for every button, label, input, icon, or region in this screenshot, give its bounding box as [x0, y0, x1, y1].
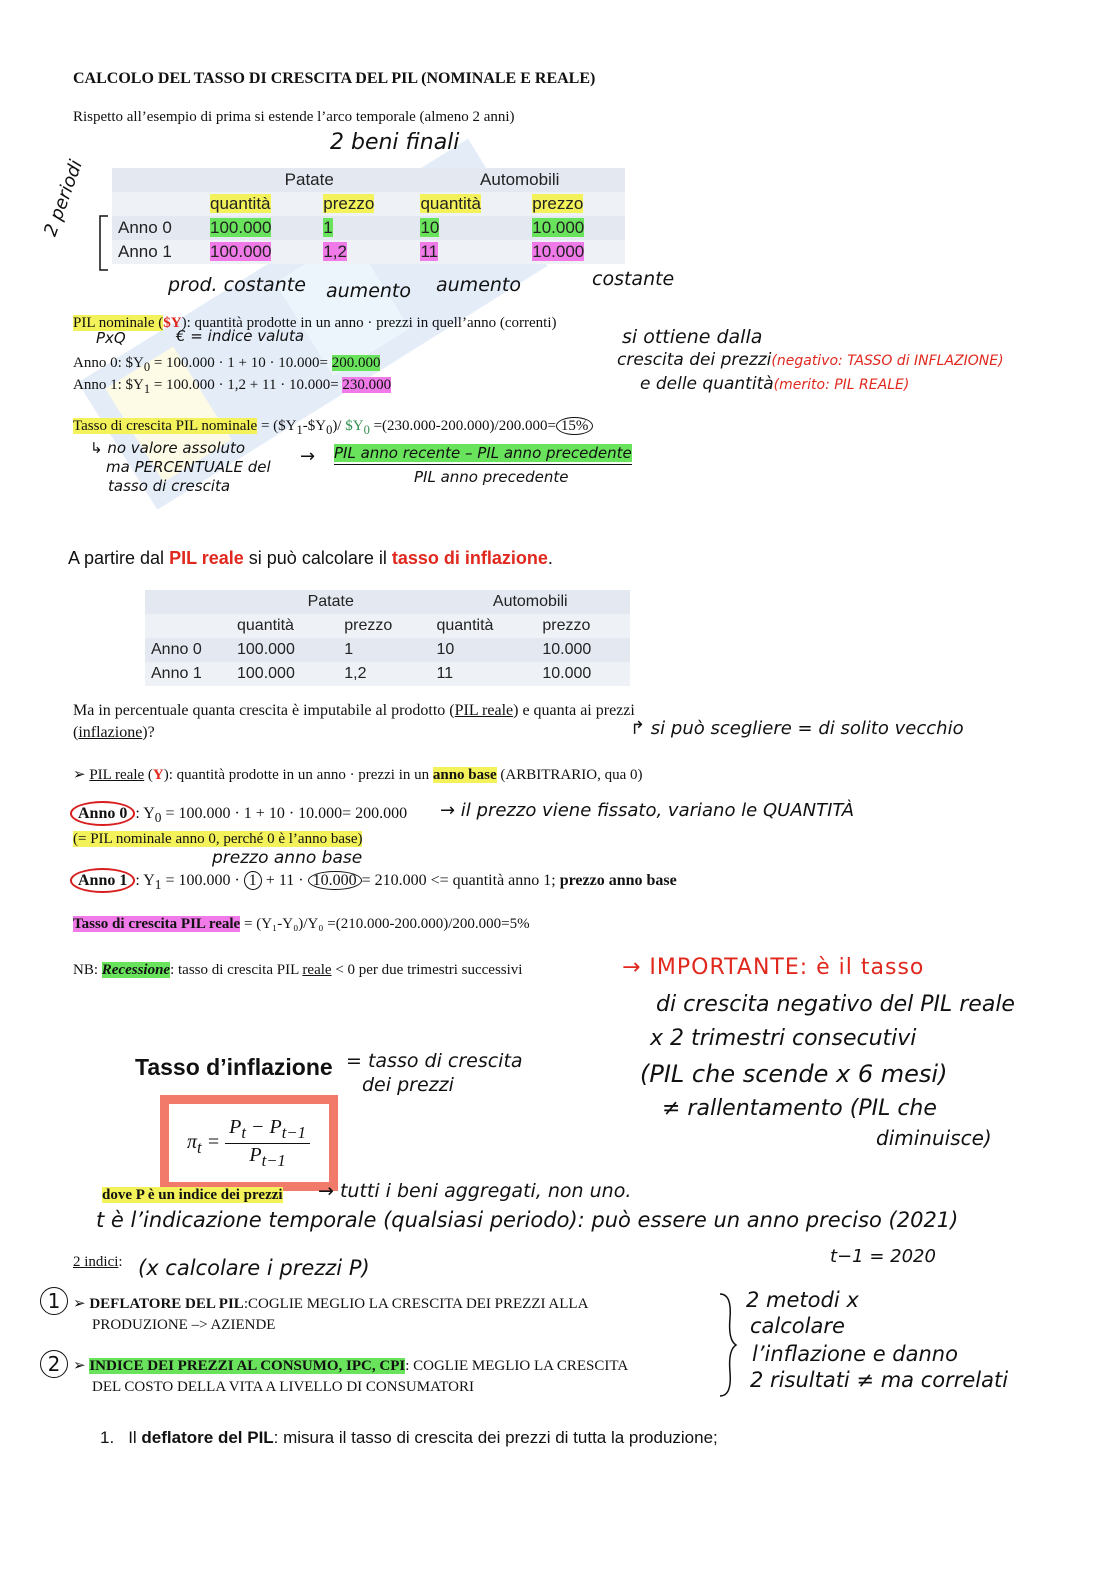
intro-text: Rispetto all’esempio di prima si estende l’arco temporale (almeno 2 anni) — [73, 109, 515, 125]
pil-nominale-anno0: Anno 0: $\$Y_0 = 100.000 \cdot 1 + 10 \cdot 10.000= 200.000$ — [73, 355, 381, 374]
pil-reale-anno1: Anno 1 : $Y_1 = 100.000 \cdot 1 + 11 \cdot 10.000 = 210.000$ <= quantità anno 1; prezzo anno base — [70, 872, 677, 893]
note-delle-quantita: e delle quantità(merito: PIL REALE) — [640, 374, 910, 394]
inflazione-formula: $\pi_t$ = $\frac{P_t - P_{t-1}}{P_{t-1}}$ — [187, 1116, 310, 1171]
note-calcolare-prezzi: (x calcolare i prezzi P) — [138, 1256, 370, 1280]
note-tasso-crescita: tasso di crescita — [108, 477, 231, 495]
pil-reale-definition: ➢ PIL reale (Y): quantità prodotte in un anno · prezzi in un anno base (ARBITRARIO, qua 0) — [73, 767, 643, 783]
brace-periodi — [92, 214, 112, 274]
table-cell: 10.000 — [542, 641, 592, 658]
subheader: quantità — [436, 617, 494, 634]
pil-nominale-anno1: Anno 1: $\$Y_1 = 100.000 \cdot 1,2 + 11 \cdot 10.000= 230.000$ — [73, 377, 392, 396]
note-beni-finali: 2 beni finali — [330, 130, 460, 155]
note-metodi-1: 2 metodi x — [746, 1288, 859, 1312]
note-frac-den: PIL anno precedente — [414, 468, 569, 486]
note-si-ottiene: si ottiene dalla — [622, 326, 763, 348]
table-cell: 10.000 — [542, 665, 592, 682]
note-percentuale: ma PERCENTUALE del — [106, 458, 271, 476]
indici-label: 2 indici: — [73, 1254, 123, 1270]
brace-indici — [716, 1290, 742, 1400]
note-prezzo-anno-base: prezzo anno base — [212, 848, 363, 868]
note-metodi-4: 2 risultati ≠ ma correlati — [750, 1368, 1009, 1392]
note-importante-5: ≠ rallentamento (PIL che — [662, 1096, 937, 1121]
subheader: quantità — [210, 194, 271, 213]
note-importante-3: x 2 trimestri consecutivi — [650, 1026, 917, 1051]
note-metodi-2: calcolare — [750, 1314, 845, 1338]
note-scegliere: ↱ si può scegliere = di solito vecchio — [630, 718, 964, 739]
group-header: Automobili — [492, 593, 568, 610]
row-label: Anno 0 — [151, 641, 202, 658]
note-prod-costante: prod. costante — [168, 274, 306, 296]
group-header: Automobili — [480, 170, 560, 189]
note-t-minus-1: t−1 = 2020 — [830, 1246, 936, 1267]
circle-number-2: 2 — [40, 1350, 68, 1378]
pil-reale-anno0: Anno 0 : $Y_0 = 100.000 \cdot 1 + 10 \cdot 10.000= 200.000$ — [70, 805, 407, 826]
note-importante-6: diminuisce) — [876, 1126, 992, 1150]
note-frac-num: PIL anno recente – PIL anno precedente — [334, 444, 632, 465]
note-beni-aggregati: → tutti i beni aggregati, non uno. — [318, 1180, 632, 1202]
question-text: Ma in percentuale quanta crescita è imputabile al prodotto (PIL reale) e quanta ai prezzi (inflazione)? — [73, 702, 635, 741]
row-label: Anno 1 — [118, 242, 172, 261]
table-cell: 10.000 — [532, 218, 585, 237]
note-tasso-crescita-prezzi: = tasso di crescita — [346, 1050, 523, 1072]
table-cell: 100.000 — [237, 641, 295, 658]
subheader: prezzo — [344, 617, 393, 634]
table-cell: 11 — [420, 242, 439, 261]
note-pxq: PxQ — [96, 329, 126, 347]
table-cell: 1 — [344, 641, 354, 658]
note-dei-prezzi: dei prezzi — [362, 1074, 454, 1096]
inflazione-title: Tasso d’inflazione — [135, 1054, 333, 1080]
tasso-nominale-formula: Tasso di crescita PIL nominale = $(\$Y_1-\$Y_0)/$ $\$Y_0 =(230.000-200.000)/200.000= 15\%$ — [73, 418, 593, 438]
note-prezzo-fissato: → il prezzo viene fissato, variano le QUANTITÀ — [440, 800, 855, 821]
group-header: Patate — [307, 593, 354, 610]
row-label: Anno 0 — [118, 218, 172, 237]
table-quantities-prices-2 — [145, 590, 630, 686]
table-cell: 10.000 — [532, 242, 585, 261]
note-indice-valuta: € = indice valuta — [176, 327, 305, 345]
subheader: quantità — [420, 194, 481, 213]
note-indicazione-temporale: t è l’indicazione temporale (qualsiasi periodo): può essere un anno preciso (2021) — [96, 1208, 959, 1232]
indice-deflatore: ➢ DEFLATORE DEL PIL:COGLIE MEGLIO LA CRESCITA DEI PREZZI ALLA PRODUZIONE –> AZIENDE — [73, 1296, 589, 1333]
table-cell: 100.000 — [237, 665, 295, 682]
circle-number-1: 1 — [40, 1287, 68, 1315]
table-quantities-prices — [112, 168, 625, 264]
subheader: prezzo — [532, 194, 584, 213]
row-label: Anno 1 — [151, 665, 202, 682]
table-cell: 10 — [436, 641, 455, 658]
note-costante: costante — [592, 268, 675, 290]
table-cell: 100.000 — [210, 218, 272, 237]
subheader: quantità — [237, 617, 294, 634]
note-metodi-3: l’inflazione e danno — [752, 1342, 958, 1366]
table-cell: 100.000 — [210, 242, 272, 261]
section-heading-inflazione: A partire dal PIL reale si può calcolare il tasso di inflazione. — [68, 548, 553, 568]
note-valore-assoluto: ↳ no valore assoluto — [90, 439, 246, 457]
note-periodi: 2 periodi — [40, 157, 87, 240]
table-cell: 1 — [323, 218, 333, 237]
note-importante-4: (PIL che scende x 6 mesi) — [640, 1060, 948, 1088]
table-cell: 11 — [436, 665, 454, 682]
pil-nominale-definition: PIL nominale ($Y): quantità prodotte in un anno · prezzi in quell’anno (correnti) — [73, 315, 557, 331]
dove-p-indice: dove P è un indice dei prezzi — [102, 1187, 283, 1203]
group-header: Patate — [284, 170, 334, 189]
note-aumento-prezzo: aumento — [326, 280, 411, 302]
note-importante-2: di crescita negativo del PIL reale — [656, 992, 1015, 1017]
subheader: prezzo — [323, 194, 375, 213]
page-title: CALCOLO DEL TASSO DI CRESCITA DEL PIL (NOMINALE E REALE) — [73, 70, 596, 87]
final-deflatore-line: 1. Il deflatore del PIL: misura il tasso di crescita dei prezzi di tutta la produzione; — [100, 1428, 718, 1447]
table-cell: 1,2 — [323, 242, 347, 261]
table-cell: 1,2 — [344, 665, 367, 682]
note-arrow: → — [300, 446, 316, 467]
inflazione-formula-box — [160, 1095, 338, 1191]
nb-recessione: NB: Recessione: tasso di crescita PIL reale < 0 per due trimestri successivi — [73, 962, 523, 978]
note-importante: → IMPORTANTE: è il tasso — [622, 955, 925, 980]
table-cell: 10 — [420, 218, 440, 237]
indice-ipc: ➢ INDICE DEI PREZZI AL CONSUMO, IPC, CPI: COGLIE MEGLIO LA CRESCITA DEL COSTO DELLA VITA A LIVELLO DI CONSUMATORI — [73, 1358, 629, 1395]
tasso-reale-formula: Tasso di crescita PIL reale = (Y₁-Y₀)/Y₀ =(210.000-200.000)/200.000=5% — [73, 916, 530, 932]
note-aumento-quantita: aumento — [436, 274, 521, 296]
subheader: prezzo — [542, 617, 591, 634]
note-crescita-prezzi: crescita dei prezzi(negativo: TASSO di INFLAZIONE) — [617, 350, 1004, 370]
pil-reale-anno0-note: (= PIL nominale anno 0, perché 0 è l’anno base) — [73, 831, 363, 847]
